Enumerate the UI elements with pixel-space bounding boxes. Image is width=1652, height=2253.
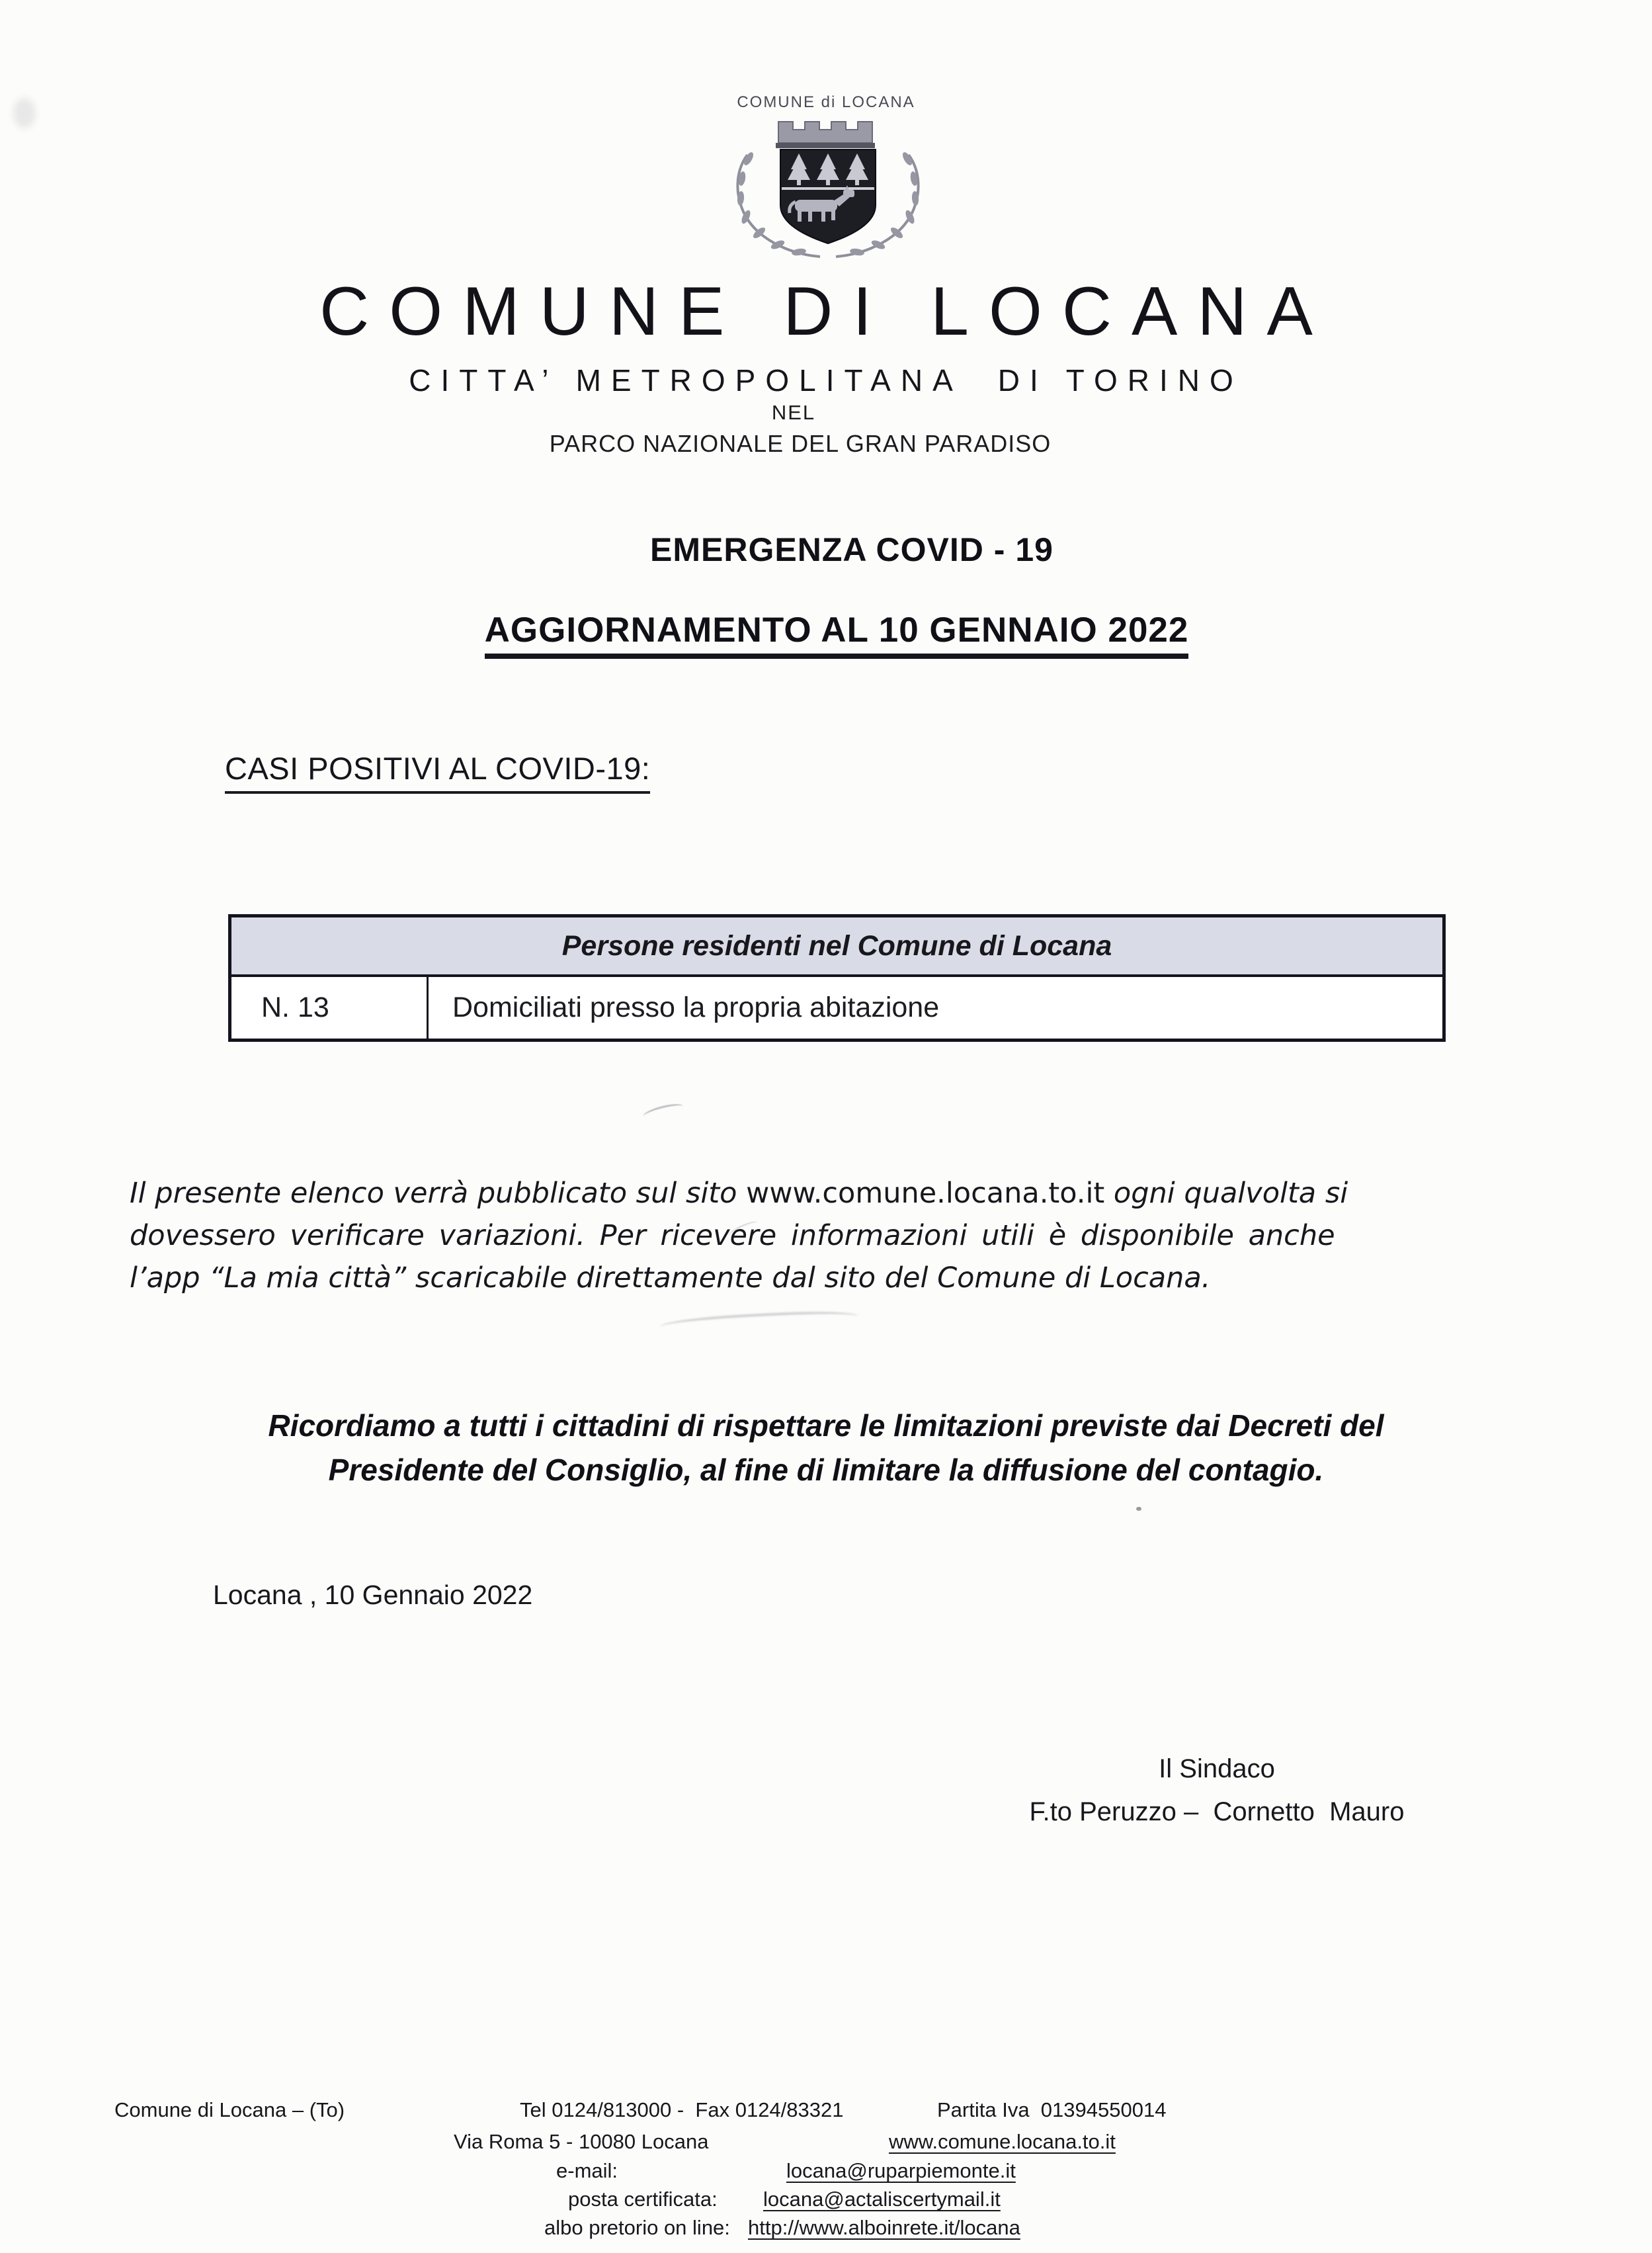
update-heading: AGGIORNAMENTO AL 10 GENNAIO 2022 [485, 610, 1189, 659]
footer-vat: Partita Iva 01394550014 [937, 2098, 1167, 2121]
scan-artifact [1136, 1507, 1141, 1511]
footer-email-link[interactable]: locana@ruparpiemonte.it [786, 2159, 1016, 2182]
paragraph-line: dovessero verificare variazioni. Per ricevere informazioni utili è disponibile anche [130, 1219, 1335, 1252]
cases-count-cell: N. 13 [231, 977, 429, 1039]
footer-tel-fax: Tel 0124/813000 - Fax 0124/83321 [520, 2098, 844, 2121]
reminder-line: Presidente del Consiglio, al fine di limitare la diffusione del contagio. [328, 1453, 1324, 1487]
signature-block [926, 1754, 1508, 1827]
dateline: Locana , 10 Gennaio 2022 [213, 1580, 533, 1610]
paragraph-line: l’app “La mia città” scaricabile direttamente dal sito del Comune di Locana. [130, 1261, 1211, 1295]
paragraph-text: Il presente elenco verrà pubblicato sul sito [130, 1177, 747, 1210]
cases-heading-row [225, 750, 650, 794]
cases-table-header: Persone residenti nel Comune di Locana [231, 917, 1442, 977]
paragraph-line [130, 1172, 1482, 1214]
reminder-paragraph [99, 1404, 1553, 1492]
scan-artifact [642, 1101, 684, 1122]
scan-artifact [660, 1308, 859, 1336]
signature-name: F.to Peruzzo – Cornetto Mauro [1029, 1797, 1405, 1826]
update-heading-row [11, 610, 1652, 659]
footer-pec-label: posta certificata: [568, 2188, 718, 2211]
municipal-coat-of-arms [709, 112, 947, 269]
cases-description-cell: Domiciliati presso la propria abitazione [452, 992, 940, 1023]
footer-email-label: e-mail: [556, 2159, 618, 2182]
emergency-heading: EMERGENZA COVID - 19 [650, 531, 1053, 568]
footer-website-link[interactable]: www.comune.locana.to.it [889, 2130, 1116, 2153]
publication-paragraph [130, 1172, 1482, 1299]
paragraph-text: ogni qualvolta si [1104, 1177, 1348, 1210]
letterhead-subtitle: CITTA’ METROPOLITANA DI TORINO [409, 363, 1243, 398]
footer-org: Comune di Locana – (To) [114, 2098, 345, 2121]
signature-role: Il Sindaco [1159, 1754, 1275, 1783]
footer-pec-link[interactable]: locana@actaliscertymail.it [763, 2188, 1001, 2211]
footer-address: Via Roma 5 - 10080 Locana [454, 2130, 709, 2153]
website-url-text: www.comune.locana.to.it [746, 1177, 1105, 1210]
coat-of-arms-icon [709, 112, 947, 269]
page-title: COMUNE DI LOCANA [319, 273, 1333, 350]
crest-caption: COMUNE di LOCANA [737, 93, 915, 111]
cases-heading: CASI POSITIVI AL COVID-19: [225, 750, 650, 794]
table-row [231, 977, 1442, 1039]
reminder-line: Ricordiamo a tutti i cittadini di rispettare le limitazioni previste dai Decreti del [268, 1408, 1384, 1443]
footer-albo-link[interactable]: http://www.alboinrete.it/locana [748, 2216, 1020, 2239]
cases-table [228, 914, 1446, 1042]
letterhead-park-line: PARCO NAZIONALE DEL GRAN PARADISO [549, 430, 1052, 457]
footer-albo-label: albo pretorio on line: [544, 2216, 730, 2239]
letterhead-nel: NEL [771, 401, 816, 424]
